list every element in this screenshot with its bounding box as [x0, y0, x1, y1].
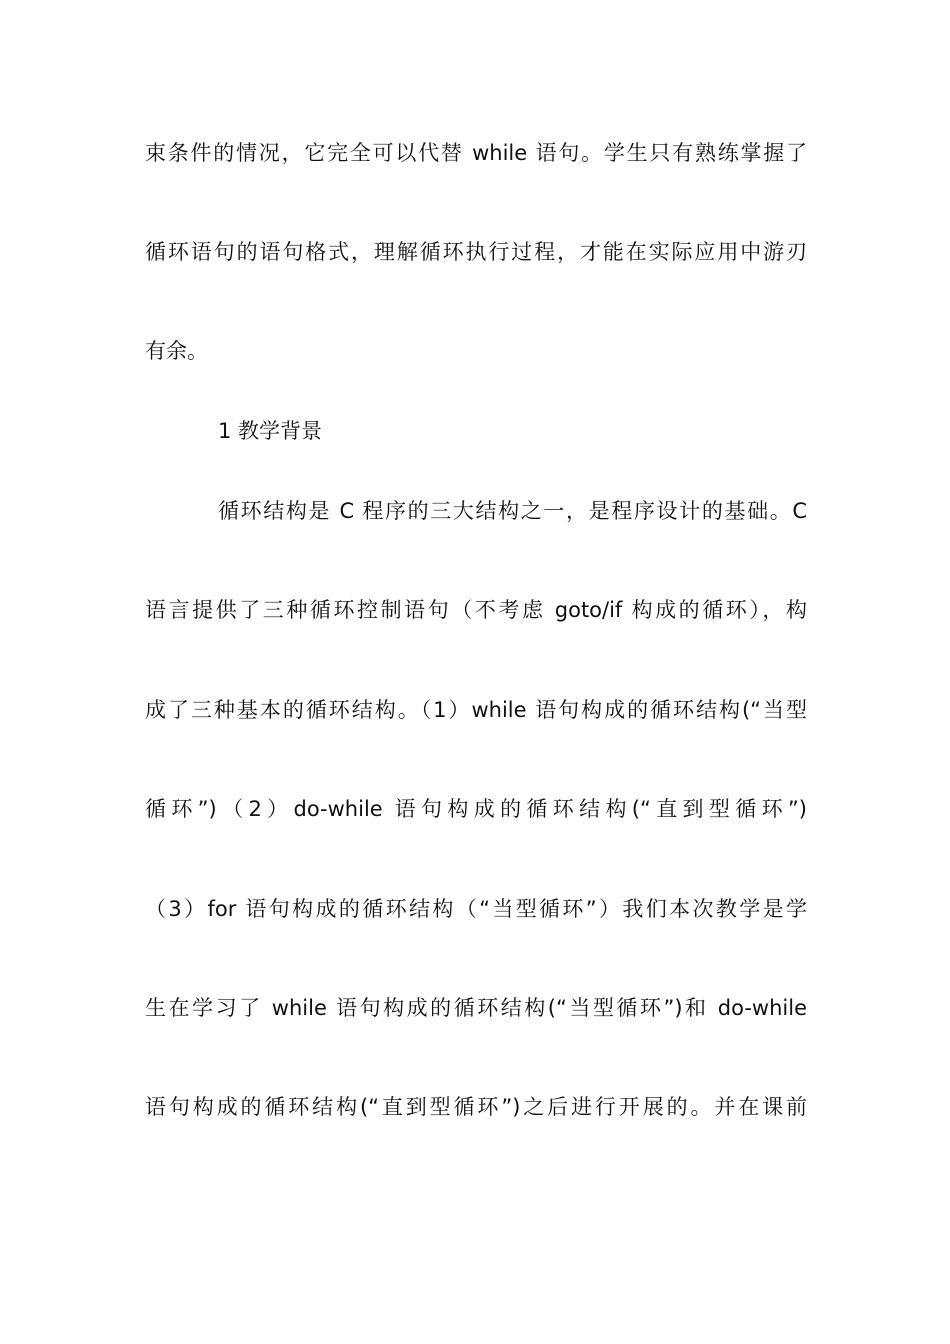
paragraph-line-9: 生在学习了 while 语句构成的循环结构(“当型循环”)和 do-while	[145, 996, 807, 1020]
paragraph-line-6: 成了三种基本的循环结构。（1）while 语句构成的循环结构(“当型	[145, 698, 807, 722]
paragraph-line-8: （3）for 语句构成的循环结构（“当型循环”）我们本次教学是学	[145, 897, 807, 921]
paragraph-line-4: 循环结构是 C 程序的三大结构之一，是程序设计的基础。C	[218, 499, 807, 523]
paragraph-line-1: 束条件的情况，它完全可以代替 while 语句。学生只有熟练掌握了	[145, 141, 807, 165]
paragraph-line-7: 循环”)（2）do-while 语句构成的循环结构(“直到型循环”)	[145, 797, 807, 821]
section-heading: 1 教学背景	[218, 419, 323, 443]
paragraph-line-3: 有余。	[145, 339, 208, 363]
paragraph-line-2: 循环语句的语句格式，理解循环执行过程，才能在实际应用中游刃	[145, 240, 807, 264]
paragraph-line-10: 语句构成的循环结构(“直到型循环”)之后进行开展的。并在课前	[145, 1095, 807, 1119]
paragraph-line-5: 语言提供了三种循环控制语句（不考虑 goto/if 构成的循环），构	[145, 598, 807, 622]
